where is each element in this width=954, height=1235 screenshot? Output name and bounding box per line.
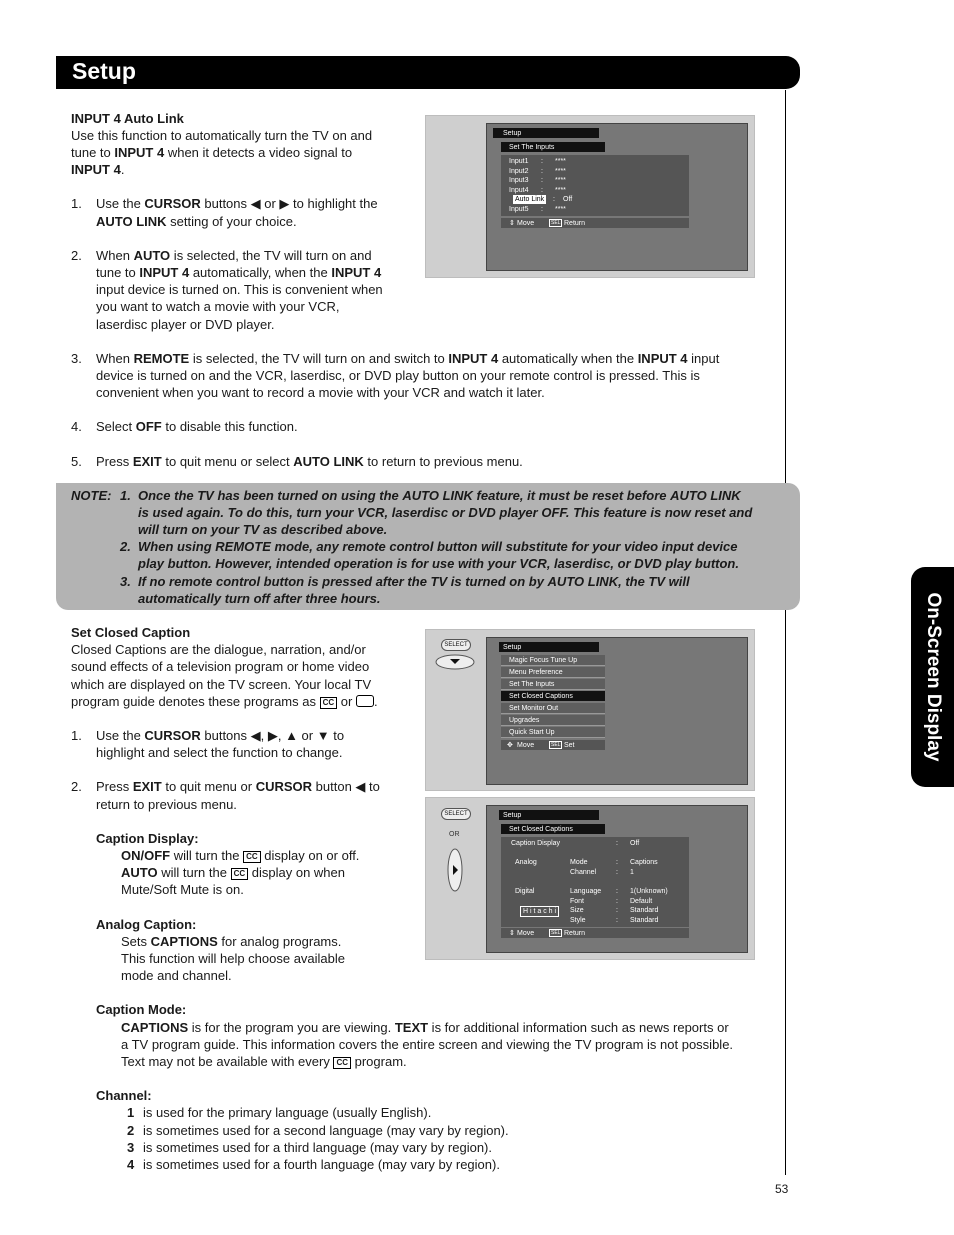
- step-number: 1.: [71, 728, 82, 743]
- osd-colon: :: [541, 177, 543, 184]
- updown-icon: ⇕: [509, 930, 515, 937]
- osd-row-label: Font: [570, 898, 585, 905]
- step-text: input device is turned on. This is convenient when: [96, 282, 383, 297]
- osd-panel-closed-captions: [425, 797, 755, 960]
- step-text: Select OFF to disable this function.: [96, 419, 298, 434]
- step-text: convenient when you want to record a movie with your VCR and watch it later.: [96, 385, 545, 400]
- step-text: Press EXIT to quit menu or select AUTO LINK to return to previous menu.: [96, 454, 523, 469]
- note-text: automatically turn off after three hours.: [138, 591, 381, 606]
- intro-line: program guide denotes these programs as CC or .: [71, 694, 378, 709]
- body-text: ON/OFF will turn the CC display on or off.: [121, 848, 360, 863]
- step-text: laserdisc player or DVD player.: [96, 317, 275, 332]
- step-text: highlight and select the function to change.: [96, 745, 343, 760]
- osd-title: Setup: [503, 812, 522, 819]
- body-text: CAPTIONS is for the program you are viewing. TEXT is for additional information such as news reports or: [121, 1020, 729, 1035]
- step-number: 5.: [71, 454, 82, 469]
- osd-row-label: Input1: [509, 158, 529, 165]
- osd-menu-label: Set The Inputs: [509, 681, 555, 688]
- osd-footer-set: Set: [564, 742, 575, 749]
- select-button-icon: SELECT: [441, 808, 471, 820]
- osd-menu-label: Quick Start Up: [509, 729, 555, 736]
- osd-colon: :: [616, 869, 618, 876]
- osd-menu-label: Set Closed Captions: [509, 693, 573, 700]
- osd-colon: :: [616, 898, 618, 905]
- osd-panel-setup-menu: [425, 629, 755, 791]
- osd-row-value: Off: [630, 840, 640, 847]
- osd-row-label: Input5: [509, 206, 529, 213]
- osd-menu-label: Set Monitor Out: [509, 705, 559, 712]
- osd-colon: :: [616, 840, 618, 847]
- osd-title: Setup: [503, 644, 522, 651]
- updown-icon: ⇕: [509, 220, 515, 227]
- down-cursor-icon: [434, 653, 476, 671]
- osd-subtitle: Set Closed Captions: [509, 826, 573, 833]
- cross-arrows-icon: ✥: [507, 742, 513, 749]
- intro-line: sound effects of a television program or home video: [71, 659, 370, 674]
- body-text: AUTO will turn the CC display on when: [121, 865, 345, 880]
- note-text: will turn on your TV as described above.: [138, 522, 388, 537]
- osd-row-value: ****: [555, 187, 566, 194]
- osd-row-label: Channel: [570, 869, 597, 876]
- note-text: If no remote control button is pressed after the TV is turned on by AUTO LINK, the TV will: [138, 574, 690, 589]
- step-number: 2.: [71, 248, 82, 263]
- channel-number: 1: [127, 1105, 135, 1120]
- osd-list-bg: [501, 155, 689, 216]
- osd-colon: :: [616, 859, 618, 866]
- osd-row-value: 1(Unknown): [630, 888, 668, 895]
- intro-line: Use this function to automatically turn the TV on and: [71, 128, 373, 143]
- step-number: 3.: [71, 351, 82, 366]
- step-number: 2.: [71, 779, 82, 794]
- section-heading-auto-link: INPUT 4 Auto Link: [71, 111, 184, 126]
- osd-autolink-highlight: Auto Link: [515, 196, 545, 203]
- step-text: Use the CURSOR buttons ◀ or ▶ to highlight the: [96, 196, 378, 211]
- tv-screen: [486, 805, 748, 953]
- channel-text: is sometimes used for a third language (may vary by region).: [143, 1140, 492, 1155]
- cc-icon: CC: [333, 1057, 351, 1069]
- page-number: 53: [775, 1182, 789, 1196]
- osd-subtitle: Set The Inputs: [509, 144, 555, 151]
- tv-screen: [486, 123, 748, 271]
- page-title: Setup: [72, 58, 136, 84]
- step-text: tune to INPUT 4 automatically, when the INPUT 4: [96, 265, 382, 280]
- osd-colon: :: [616, 917, 618, 924]
- osd-row-value: Standard: [630, 907, 659, 914]
- intro-line: which are displayed on the TV screen. Your local TV: [71, 677, 372, 692]
- osd-footer-move: Move: [517, 742, 535, 749]
- osd-row-value: Standard: [630, 917, 659, 924]
- sub-heading: Caption Mode:: [96, 1002, 187, 1017]
- osd-menu-label: Magic Focus Tune Up: [509, 657, 578, 664]
- or-label: OR: [449, 831, 460, 838]
- osd-footer-return: Return: [564, 220, 586, 227]
- step-number: 1.: [71, 196, 82, 211]
- step-text: When AUTO is selected, the TV will turn on and: [96, 248, 372, 263]
- step-text: When REMOTE is selected, the TV will turn on and switch to INPUT 4 automatically when the INPUT 4 input: [96, 351, 720, 366]
- step-text: you want to watch a movie with your VCR,: [96, 299, 340, 314]
- osd-colon: :: [553, 196, 555, 203]
- osd-row-value: Default: [630, 898, 653, 905]
- intro-line: Closed Captions are the dialogue, narration, and/or: [71, 642, 366, 657]
- osd-row-label: Mode: [570, 859, 588, 866]
- channel-number: 3: [127, 1140, 135, 1155]
- sel-icon: SEL: [551, 930, 561, 936]
- osd-row-label: Language: [570, 888, 602, 895]
- step-number: 4.: [71, 419, 82, 434]
- column-divider: [785, 90, 786, 1175]
- osd-panel-inputs: [425, 115, 755, 278]
- sub-heading: Channel:: [96, 1088, 152, 1103]
- osd-colon: :: [616, 888, 618, 895]
- channel-text: is sometimes used for a fourth language (may vary by region).: [143, 1157, 500, 1172]
- body-text: mode and channel.: [121, 968, 232, 983]
- osd-row-value: ****: [555, 177, 566, 184]
- select-button-icon: SELECT: [441, 639, 471, 651]
- caption-bubble-icon: [356, 695, 374, 707]
- page-title-bar: [56, 56, 800, 89]
- cc-icon: CC: [231, 868, 249, 880]
- note-number: 2.: [120, 539, 131, 554]
- osd-row-label: Input4: [509, 187, 529, 194]
- osd-row-label: Style: [570, 917, 586, 924]
- osd-row-value: ****: [555, 158, 566, 165]
- osd-footer-return: Return: [564, 930, 586, 937]
- channel-number: 4: [127, 1157, 135, 1172]
- note-text: When using REMOTE mode, any remote control button will substitute for your video input device: [138, 539, 738, 554]
- osd-colon: :: [541, 187, 543, 194]
- side-tab-label: On-Screen Display: [922, 592, 944, 762]
- osd-footer-move: Move: [517, 220, 535, 227]
- note-text: is used again. To do this, turn your VCR, laserdisc or DVD player OFF. This feature is now reset and: [138, 505, 753, 520]
- osd-row-label: Input3: [509, 177, 529, 184]
- step-text: Use the CURSOR buttons ◀, ▶, ▲ or ▼ to: [96, 728, 345, 743]
- step-text: return to previous menu.: [96, 797, 237, 812]
- step-text: AUTO LINK setting of your choice.: [96, 214, 297, 229]
- note-number: 3.: [120, 574, 131, 589]
- note-text: Once the TV has been turned on using the AUTO LINK feature, it must be reset before AUTO LINK: [138, 488, 741, 503]
- intro-line: tune to INPUT 4 when it detects a video signal to: [71, 145, 353, 160]
- body-text: Sets CAPTIONS for analog programs.: [121, 934, 342, 949]
- osd-row-label: Caption Display: [511, 840, 561, 847]
- note-number: 1.: [120, 488, 131, 503]
- body-text: a TV program guide. This information covers the entire screen and viewing the TV program is not possible.: [121, 1037, 734, 1052]
- cc-icon: CC: [320, 697, 338, 709]
- osd-group-label: Analog: [515, 859, 537, 866]
- osd-colon: :: [541, 206, 543, 213]
- osd-colon: :: [541, 158, 543, 165]
- osd-row-value: Off: [563, 196, 573, 203]
- osd-colon: :: [541, 168, 543, 175]
- osd-row-value: 1: [630, 869, 634, 876]
- section-heading-closed-caption: Set Closed Caption: [71, 625, 191, 640]
- step-text: Press EXIT to quit menu or CURSOR button ◀ to: [96, 779, 380, 794]
- note-text: play button. However, intended operation is for use with your VCR, laserdisc, or DVD play button.: [138, 556, 739, 571]
- sel-icon: SEL: [551, 742, 561, 748]
- tv-screen: [486, 637, 748, 785]
- body-text: This function will help choose available: [121, 951, 346, 966]
- osd-row-label: Input2: [509, 168, 529, 175]
- channel-number: 2: [127, 1123, 135, 1138]
- osd-title: Setup: [503, 130, 522, 137]
- channel-text: is used for the primary language (usually English).: [143, 1105, 432, 1120]
- sel-icon: SEL: [551, 220, 561, 226]
- right-cursor-icon: [446, 847, 464, 893]
- osd-colon: :: [616, 907, 618, 914]
- cc-icon: CC: [243, 851, 261, 863]
- sub-heading: Caption Display:: [96, 831, 199, 846]
- side-tab: [911, 567, 954, 787]
- note-label: NOTE:: [71, 488, 112, 503]
- osd-row-value: Captions: [630, 859, 658, 866]
- osd-row-value: ****: [555, 168, 566, 175]
- brand-preview: H i t a c h i: [520, 906, 559, 917]
- body-text: Mute/Soft Mute is on.: [121, 882, 244, 897]
- osd-row-value: ****: [555, 206, 566, 213]
- osd-group-label: Digital: [515, 888, 535, 895]
- channel-text: is sometimes used for a second language (may vary by region).: [143, 1123, 509, 1138]
- intro-line: INPUT 4.: [71, 162, 125, 177]
- step-text: device is turned on and the VCR, laserdisc, or DVD play button on your remote control is pressed. This is: [96, 368, 700, 383]
- osd-menu-label: Upgrades: [509, 717, 540, 724]
- osd-menu-label: Menu Preference: [509, 669, 563, 676]
- body-text: Text may not be available with every CC program.: [121, 1054, 407, 1069]
- osd-footer-move: Move: [517, 930, 535, 937]
- osd-row-label: Size: [570, 907, 584, 914]
- sub-heading: Analog Caption:: [96, 917, 197, 932]
